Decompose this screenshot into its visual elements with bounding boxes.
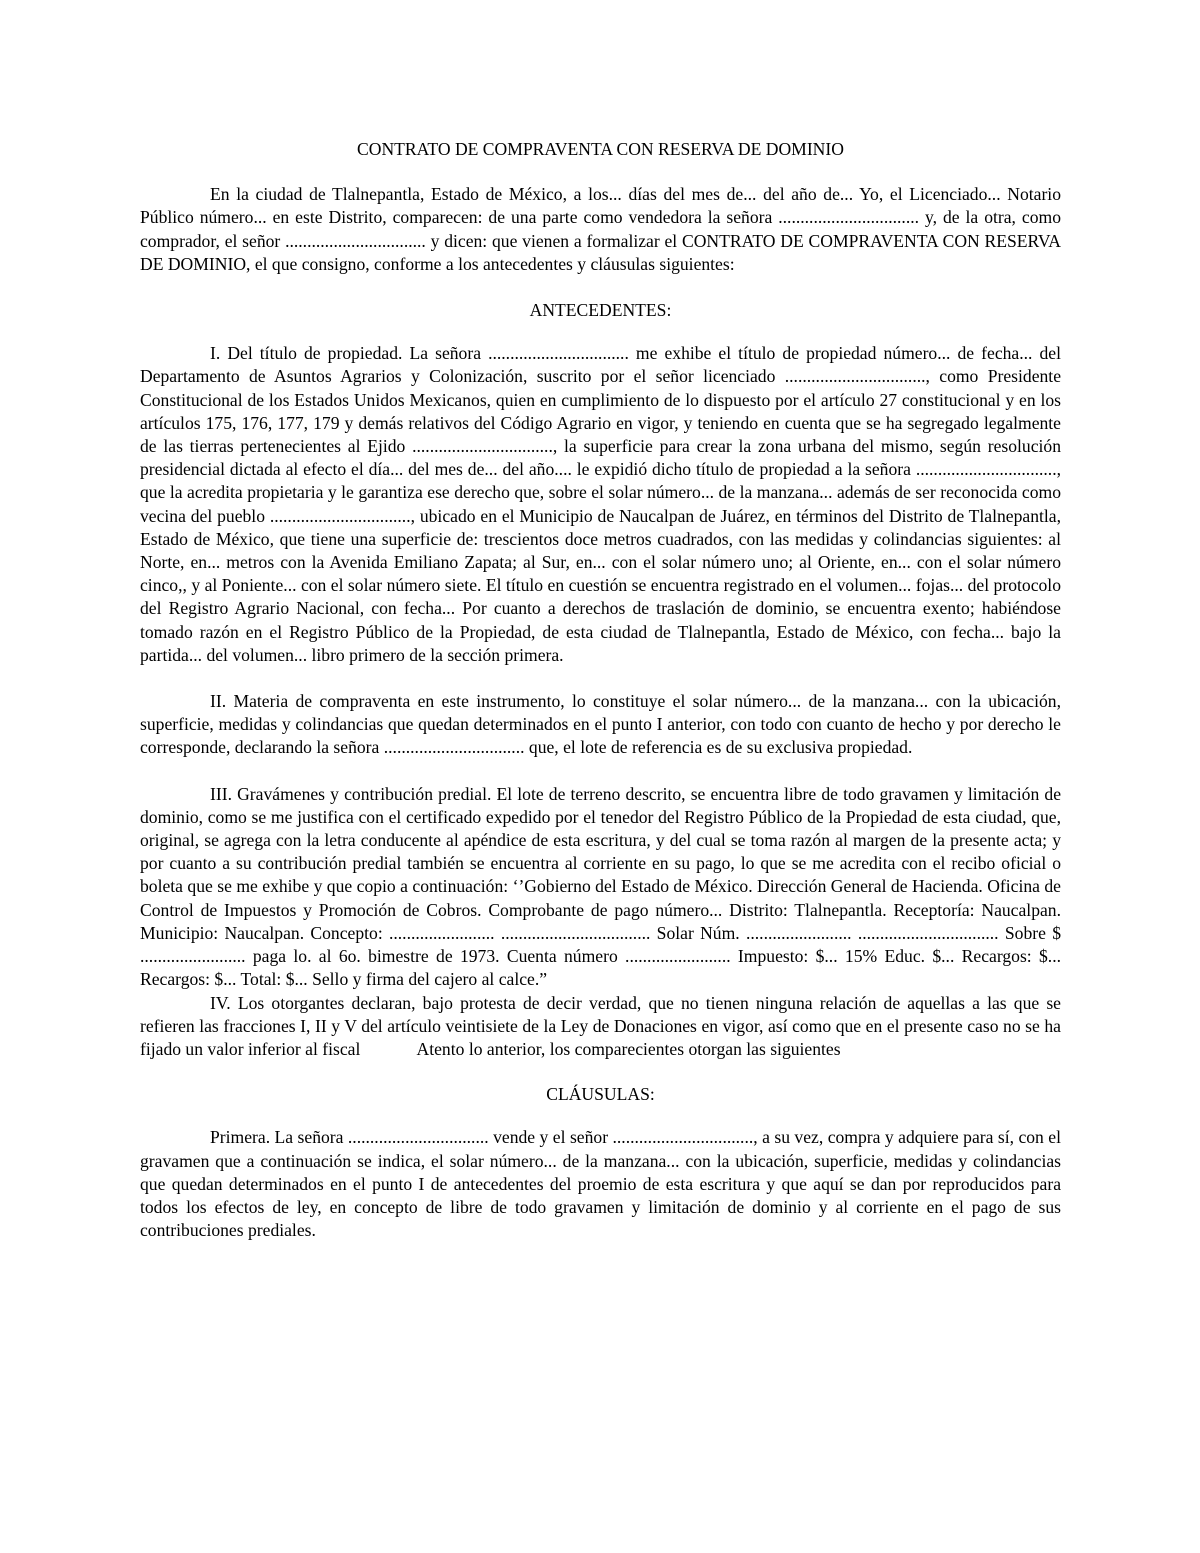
- antecedente-4-paragraph: IV. Los otorgantes declaran, bajo protesta de decir verdad, que no tienen ninguna relación de aquellas a las que se refieren las fracciones I, II y V del artículo veintisiete de la Ley de Donaciones en vigor, así como que en el presente caso no se ha fijado un valor inferior al fiscal Atento lo anterior, los comparecientes otorgan las siguientes: [140, 992, 1066, 1059]
- document-title: CONTRATO DE COMPRAVENTA CON RESERVA DE DOMINIO: [357, 139, 844, 159]
- clausula-1-paragraph: Primera. La señora ................................ vende y el señor ................................, a su vez, compra y adquiere para sí, con el gravamen que a continuación se indica, el solar número... de la manzana... con la ubicación, superficie, medidas y colindancias que quedan determinados en el punto I de antecedentes del proemio de esta escritura y que aquí se dan por reproducidos para todos los efectos de ley, en concepto de libre de todo gravamen y limitación de dominio y al corriente en el pago de sus contribuciones prediales.: [140, 1127, 1061, 1241]
- antecedente-3-paragraph: III. Gravámenes y contribución predial. El lote de terreno descrito, se encuentra libre de todo gravamen y limitación de dominio, como se me justifica con el certificado expedido por el tenedor del Registro Público de la Propiedad de esta ciudad, que, original, se agrega con la letra conducente al apéndice de esta escritura, y del cual se toma razón al margen de la presente acta; y por cuanto a su contribución predial también se encuentra al corriente en su pago, lo que se me acredita con el recibo oficial o boleta que se me exhibe y que copio a continuación: ‘’Gobierno del Estado de México. Dirección General de Hacienda. Oficina de Control de Impuestos y Promoción de Cobros. Comprobante de pago número... Distrito: Tlalnepantla. Receptoría: Naucalpan. Municipio: Naucalpan. Concepto: ........................ .................................. Solar Núm. ........................ ................................ Sobre $ ........................ paga lo. al 6o. bimestre de 1973. Cuenta número ........................ Impuesto: $... 15% Educ. $... Recargos: $... Recargos: $... Total: $... Sello y firma del cajero al calce.”: [140, 783, 1061, 990]
- antecedentes-heading: ANTECEDENTES:: [529, 300, 672, 321]
- intro-paragraph: En la ciudad de Tlalnepantla, Estado de México, a los... días del mes de... del año de... Yo, el Licenciado... Notario Público número... en este Distrito, comparecen: de una parte como vendedora la señora ................................ y, de la otra, como comprador, el señor ................................ y dicen: que vienen a formalizar el CONTRATO DE COMPRAVENTA CON RESERVA DE DOMINIO, el que consigno, conforme a los antecedentes y cláusulas siguientes:: [140, 184, 1061, 274]
- document-page: [140, 138, 1066, 1242]
- antecedente-2-paragraph: II. Materia de compraventa en este instrumento, lo constituye el solar número... de la manzana... con la ubicación, superficie, medidas y colindancias que quedan determinados en el punto I anterior, con todo con cuanto de hecho y por derecho le corresponde, declarando la señora ................................ que, el lote de referencia es de su exclusiva propiedad.: [140, 691, 1061, 758]
- antecedente-1-paragraph: I. Del título de propiedad. La señora ................................ me exhibe el título de propiedad número... de fecha... del Departamento de Asuntos Agrarios y Colonización, suscrito por el señor licenciado ................................, como Presidente Constitucional de los Estados Unidos Mexicanos, quien en cumplimiento de lo dispuesto por el artículo 27 constitucional y en los artículos 175, 176, 177, 179 y demás relativos del Código Agrario en vigor, y teniendo en cuenta que se ha segregado legalmente de las tierras pertenecientes al Ejido ................................, la superficie para crear la zona urbana del mismo, según resolución presidencial dictada al efecto el día... del mes de... del año.... le expidió dicho título de propiedad a la señora ................................, que la acredita propietaria y le garantiza ese derecho que, sobre el solar número... de la manzana... además de ser reconocida como vecina del pueblo ................................, ubicado en el Municipio de Naucalpan de Juárez, en términos del Distrito de Tlalnepantla, Estado de México, que tiene una superficie de: trescientos doce metros cuadrados, con las medidas y colindancias siguientes: al Norte, en... metros con la Avenida Emiliano Zapata; al Sur, en... con el solar número uno; al Oriente, en... con el solar número cinco,, y al Poniente... con el solar número siete. El título en cuestión se encuentra registrado en el volumen... fojas... del protocolo del Registro Agrario Nacional, con fecha... Por cuanto a derechos de traslación de dominio, se encuentra exento; habiéndose tomado razón en el Registro Público de la Propiedad, de esta ciudad de Tlalnepantla, Estado de México, con fecha... bajo la partida... del volumen... libro primero de la sección primera.: [140, 343, 1061, 665]
- clausulas-heading: CLÁUSULAS:: [546, 1084, 655, 1105]
